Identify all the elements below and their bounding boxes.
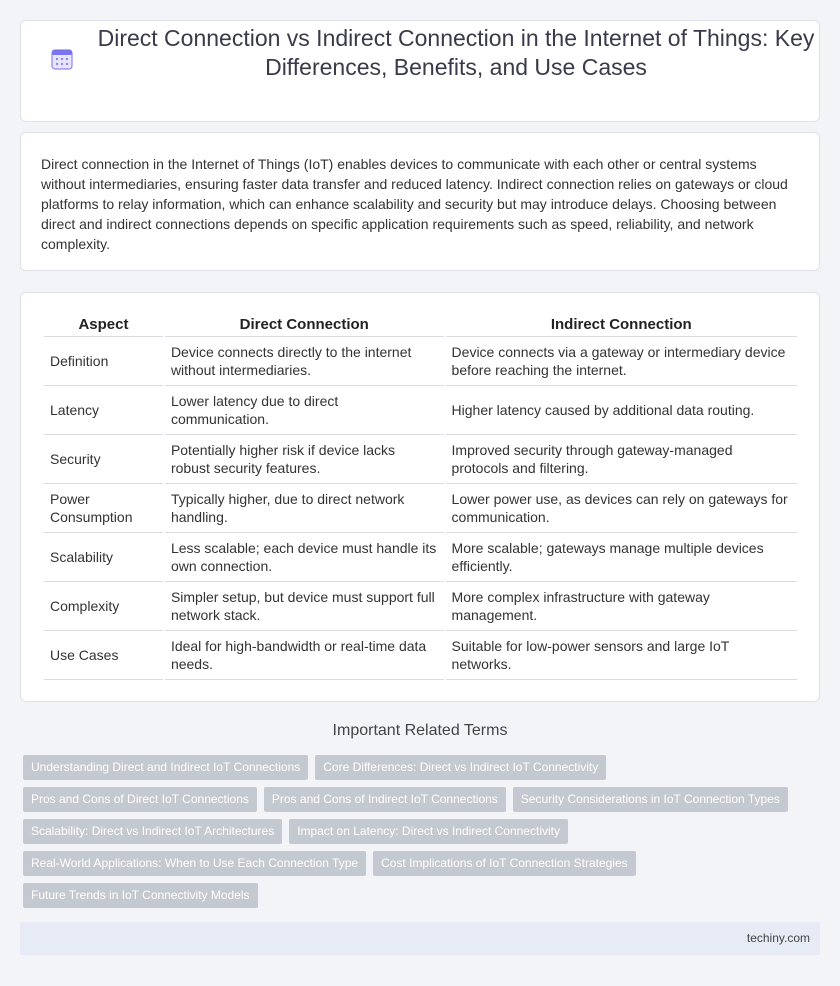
table-row [44,631,797,680]
row-indirect: Higher latency caused by additional data routing. [446,386,797,435]
row-direct: Typically higher, due to direct network handling. [165,484,444,533]
row-direct: Lower latency due to direct communication. [165,386,444,435]
table-row [44,484,797,533]
table-header-row [44,315,797,337]
row-indirect: More scalable; gateways manage multiple devices efficiently. [446,533,797,582]
row-direct: Simpler setup, but device must support full network stack. [165,582,444,631]
row-indirect: More complex infrastructure with gateway management. [446,582,797,631]
table-row [44,582,797,631]
row-aspect: Scalability [44,533,163,582]
table-row [44,386,797,435]
related-term-tag[interactable]: Understanding Direct and Indirect IoT Connections [23,755,308,780]
row-aspect: Power Consumption [44,484,163,533]
related-terms-title: Important Related Terms [332,722,508,739]
intro-paragraph: Direct connection in the Internet of Things (IoT) enables devices to communicate with each other or central systems without intermediaries, ensuring faster data transfer and reduced latency. Indirect connection relies on gateways or cloud platforms to relay information, which can enhance scalability and security but may introduce delays. Choosing between direct and indirect connections depends on specific application requirements such as speed, reliability, and network complexity. [41,156,788,252]
row-direct: Device connects directly to the internet without intermediaries. [165,337,444,386]
row-aspect: Definition [44,337,163,386]
comparison-table [42,315,799,680]
calendar-icon [50,47,74,71]
related-term-tag[interactable]: Impact on Latency: Direct vs Indirect Connectivity [289,819,568,844]
row-indirect: Device connects via a gateway or intermediary device before reaching the internet. [446,337,797,386]
table-row [44,337,797,386]
header-direct: Direct Connection [165,315,444,337]
related-term-tag[interactable]: Scalability: Direct vs Indirect IoT Architectures [23,819,282,844]
header-indirect: Indirect Connection [446,315,797,337]
footer-site-link[interactable]: techiny.com [746,931,810,945]
intro-card [20,132,820,271]
related-terms-list [23,755,813,915]
row-indirect: Lower power use, as devices can rely on gateways for communication. [446,484,797,533]
page-title: Direct Connection vs Indirect Connection in the Internet of Things: Key Differences, Benefits, and Use Cases [97,25,815,80]
comparison-card [20,292,820,702]
row-direct: Less scalable; each device must handle its own connection. [165,533,444,582]
related-term-tag[interactable]: Future Trends in IoT Connectivity Models [23,883,258,908]
row-aspect: Use Cases [44,631,163,680]
header-aspect: Aspect [44,315,163,337]
related-term-tag[interactable]: Security Considerations in IoT Connection Types [513,787,788,812]
row-aspect: Security [44,435,163,484]
row-direct: Potentially higher risk if device lacks robust security features. [165,435,444,484]
row-direct: Ideal for high-bandwidth or real-time data needs. [165,631,444,680]
table-row [44,435,797,484]
related-term-tag[interactable]: Cost Implications of IoT Connection Strategies [373,851,636,876]
table-row [44,533,797,582]
footer [20,922,820,955]
related-term-tag[interactable]: Real-World Applications: When to Use Each Connection Type [23,851,366,876]
row-aspect: Complexity [44,582,163,631]
row-aspect: Latency [44,386,163,435]
related-term-tag[interactable]: Pros and Cons of Indirect IoT Connections [264,787,506,812]
related-term-tag[interactable]: Pros and Cons of Direct IoT Connections [23,787,257,812]
row-indirect: Improved security through gateway-managed protocols and filtering. [446,435,797,484]
related-term-tag[interactable]: Core Differences: Direct vs Indirect IoT Connectivity [315,755,606,780]
row-indirect: Suitable for low-power sensors and large IoT networks. [446,631,797,680]
